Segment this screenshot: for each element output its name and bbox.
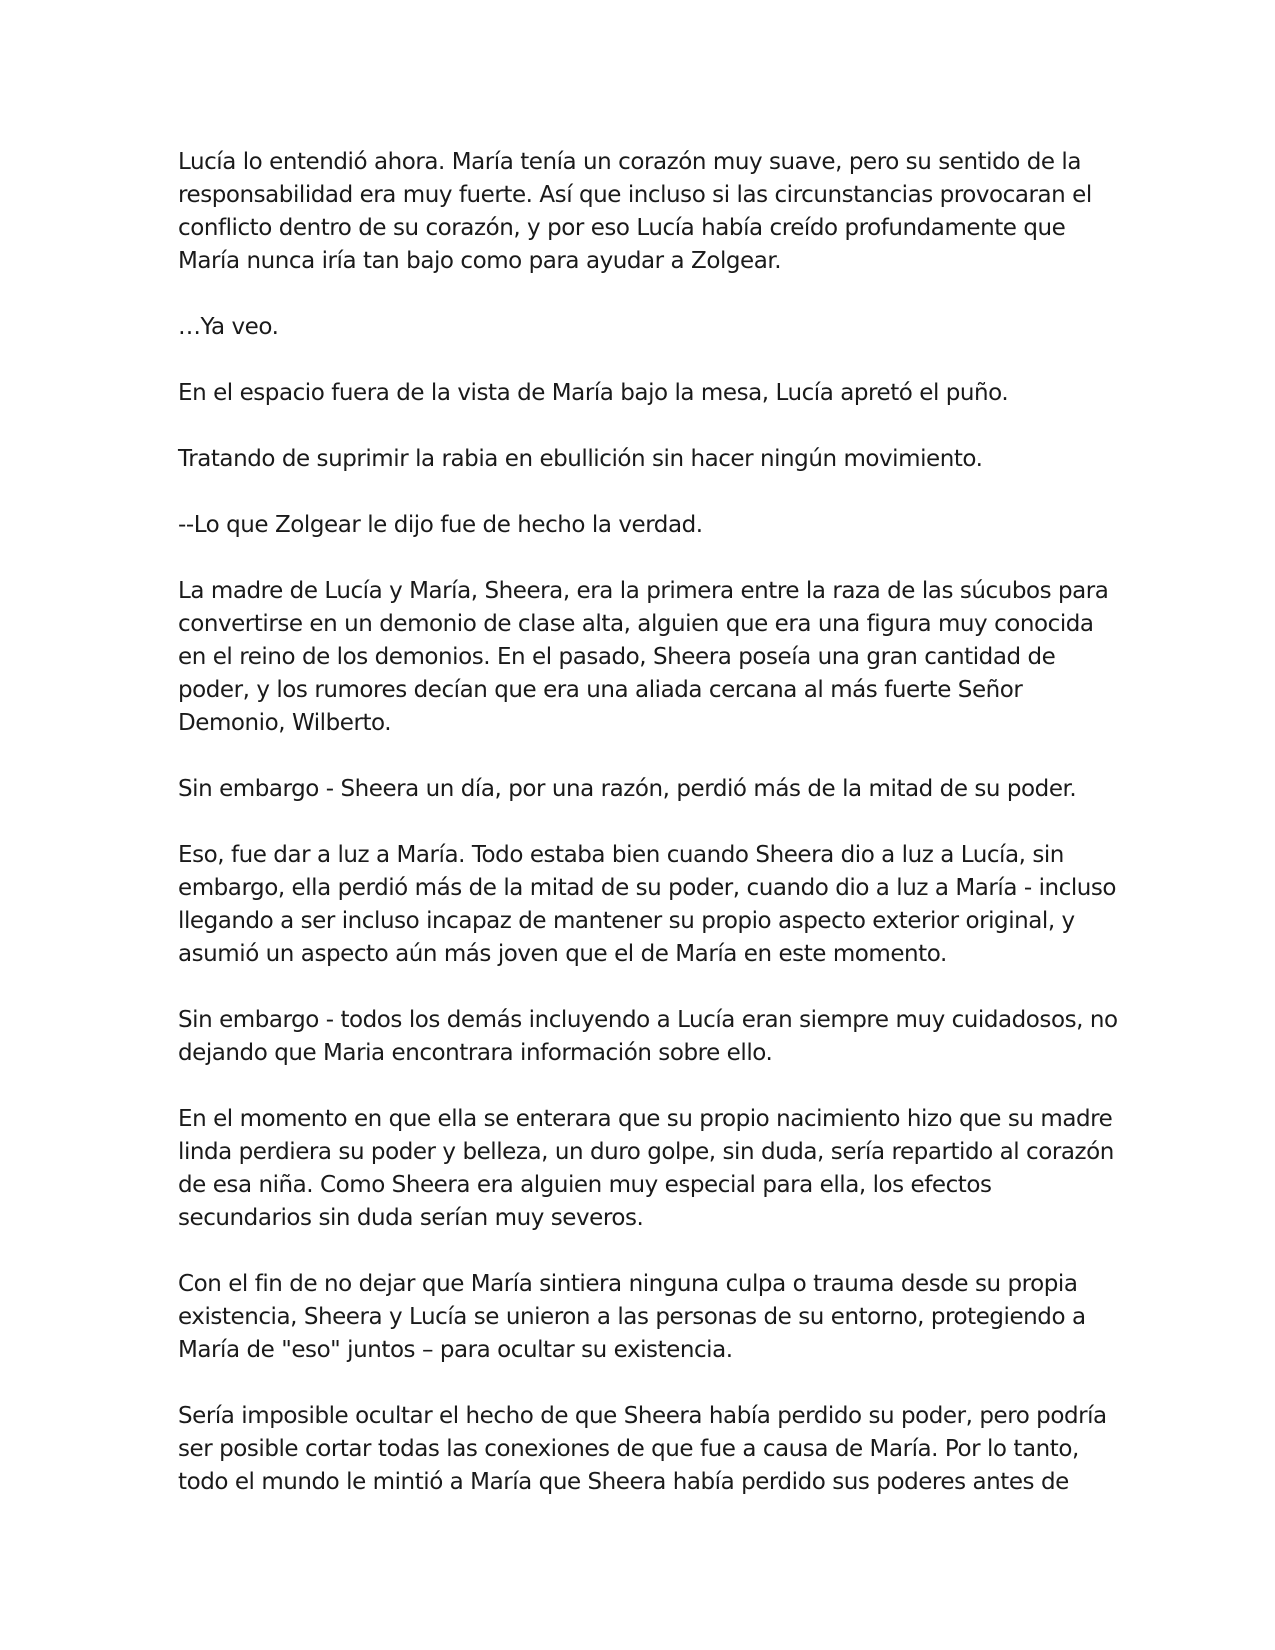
paragraph-12: Sería imposible ocultar el hecho de que Sheera había perdido su poder, pero podría ser posible cortar todas las conexiones de que fue a causa de María. Por lo tanto, todo el mundo le mintió a María que Sheera había perdido sus poderes antes de: [178, 1403, 1107, 1495]
paragraph-4: Tratando de suprimir la rabia en ebullición sin hacer ningún movimiento.: [178, 446, 983, 472]
paragraph-7: Sin embargo - Sheera un día, por una razón, perdió más de la mitad de su poder.: [178, 776, 1077, 802]
paragraph-10: En el momento en que ella se enterara que su propio nacimiento hizo que su madre linda perdiera su poder y belleza, un duro golpe, sin duda, sería repartido al corazón de esa niña. Como Sheera era alguien muy especial para ella, los efectos secundarios sin duda serían muy severos.: [178, 1106, 1114, 1231]
paragraph-11: Con el fin de no dejar que María sintiera ninguna culpa o trauma desde su propia existencia, Sheera y Lucía se unieron a las personas de su entorno, protegiendo a María de "eso" juntos – para ocultar su existencia.: [178, 1271, 1086, 1363]
paragraph-9: Sin embargo - todos los demás incluyendo a Lucía eran siempre muy cuidadosos, no dejando que Maria encontrara información sobre ello.: [178, 1007, 1118, 1066]
paragraph-1: Lucía lo entendió ahora. María tenía un corazón muy suave, pero su sentido de la responsabilidad era muy fuerte. Así que incluso si las circunstancias provocaran el conflicto dentro de su corazón, y por eso Lucía había creído profundamente que María nunca iría tan bajo como para ayudar a Zolgear.: [178, 149, 1092, 274]
paragraph-3: En el espacio fuera de la vista de María bajo la mesa, Lucía apretó el puño.: [178, 380, 1009, 406]
paragraph-2: …Ya veo.: [178, 314, 279, 340]
document-page: [178, 146, 1118, 1499]
paragraph-5: --Lo que Zolgear le dijo fue de hecho la verdad.: [178, 512, 703, 538]
paragraph-8: Eso, fue dar a luz a María. Todo estaba bien cuando Sheera dio a luz a Lucía, sin embargo, ella perdió más de la mitad de su poder, cuando dio a luz a María - incluso llegando a ser incluso incapaz de mantener su propio aspecto exterior original, y asumió un aspecto aún más joven que el de María en este momento.: [178, 842, 1117, 967]
paragraph-6: La madre de Lucía y María, Sheera, era la primera entre la raza de las súcubos para convertirse en un demonio de clase alta, alguien que era una figura muy conocida en el reino de los demonios. En el pasado, Sheera poseía una gran cantidad de poder, y los rumores decían que era una aliada cercana al más fuerte Señor Demonio, Wilberto.: [178, 578, 1109, 736]
